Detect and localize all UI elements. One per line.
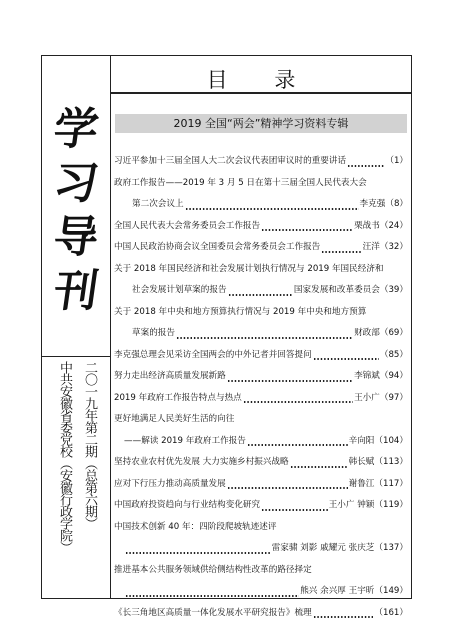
toc-entry-page: （8） <box>385 199 408 209</box>
toc-entry-title: 中国人民政治协商会议全国委员会常务委员会工作报告 <box>114 242 321 252</box>
masthead-divider <box>42 356 111 357</box>
toc-entry-author: 熊兴 余兴厚 王宇昕 <box>300 586 375 596</box>
toc-entry-page: （137） <box>374 543 408 553</box>
dot-leader <box>290 466 348 468</box>
toc-entry-page: （94） <box>379 371 408 381</box>
journal-title-char: 刊 <box>50 266 102 317</box>
toc-entry-author: 财政部 <box>354 328 380 338</box>
journal-title <box>46 106 106 316</box>
toc-entry-author: 国家发展和改革委员会 <box>293 285 380 295</box>
toc-entry[interactable] <box>114 345 408 367</box>
dot-leader <box>313 358 379 360</box>
dot-leader <box>185 208 359 210</box>
dot-leader <box>313 616 374 618</box>
toc-entry-author: 李锦斌 <box>354 371 380 381</box>
toc-entry-page: （24） <box>379 220 408 231</box>
toc-entry-title: 应对下行压力推动高质量发展 <box>114 478 226 489</box>
toc-entry[interactable] <box>114 388 408 410</box>
journal-masthead <box>42 56 111 598</box>
toc-entry-title: 第二次会议上 <box>132 199 184 209</box>
toc-entry[interactable] <box>114 323 408 345</box>
toc-entry-page: （1） <box>385 156 408 166</box>
toc-entry[interactable] <box>114 302 408 324</box>
toc-entry-title: 中国政府投资趋向与行业结构变化研究 <box>114 500 261 510</box>
toc-entry-page: （117） <box>374 478 408 489</box>
toc-entry-page: （32） <box>379 242 408 252</box>
toc-entry[interactable] <box>114 603 408 625</box>
dot-leader <box>228 294 293 296</box>
toc-entry[interactable] <box>114 151 408 173</box>
toc-entry-author: 雷家骕 刘影 戚耀元 张庆芝 <box>271 543 375 553</box>
toc-entry-title: ——解读 2019 年政府工作报告 <box>124 435 246 446</box>
dot-leader <box>227 380 353 382</box>
toc-entry-title: 全国人民代表大会常务委员会工作报告 <box>114 220 261 231</box>
toc-entry-title: 社会发展计划草案的报告 <box>132 285 227 295</box>
section-banner: 2019 全国“两会”精神学习资料专辑 <box>115 114 407 133</box>
toc-panel <box>111 56 411 618</box>
publisher-name: 中共安徽省委党校（安徽行政学院） <box>57 361 72 553</box>
toc-entry[interactable] <box>114 237 408 259</box>
dot-leader <box>347 165 384 167</box>
title-rule <box>111 92 411 94</box>
toc-entries <box>114 151 408 624</box>
toc-entry[interactable] <box>114 409 408 431</box>
toc-entry-author: 辛向阳 <box>348 435 375 446</box>
toc-entry-title: 更好地满足人民美好生活的向往 <box>114 414 235 424</box>
toc-entry[interactable] <box>114 560 408 582</box>
toc-entry[interactable] <box>114 216 408 238</box>
dot-leader <box>125 552 271 554</box>
toc-entry[interactable] <box>114 474 408 496</box>
toc-entry-author: 栗战书 <box>354 220 380 231</box>
issue-number: 二〇一九年第二期（总第六期） <box>82 361 97 529</box>
toc-entry-page: （113） <box>374 457 408 467</box>
dot-leader <box>321 251 361 253</box>
toc-entry-page: （39） <box>379 285 408 295</box>
toc-entry[interactable] <box>114 431 408 453</box>
toc-entry-title: 中国技术创新 40 年：四阶段爬坡轨迹述评 <box>114 521 277 532</box>
toc-entry-author: 汪洋 <box>362 242 380 252</box>
toc-entry-author: 李克强 <box>359 199 386 209</box>
toc-entry-author: 韩长赋 <box>348 457 375 467</box>
toc-entry-title: 关于 2018 年国民经济和社会发展计划执行情况与 2019 年国民经济和 <box>114 263 384 274</box>
toc-entry-page: （104） <box>374 435 408 446</box>
toc-entry-title: 坚持农业农村优先发展 大力实施乡村振兴战略 <box>114 457 289 467</box>
toc-entry[interactable] <box>114 173 408 195</box>
journal-title-char: 导 <box>50 212 102 263</box>
toc-entry-title: 习近平参加十三届全国人大二次会议代表团审议时的重要讲话 <box>114 156 347 166</box>
toc-entry-title: 推进基本公共服务领域供给侧结构性改革的路径择定 <box>114 564 312 575</box>
toc-entry[interactable] <box>114 366 408 388</box>
dot-leader <box>247 444 348 446</box>
toc-entry[interactable] <box>114 495 408 517</box>
toc-entry-author: 王小广 钟颖 <box>328 500 375 510</box>
toc-title: 目 录 <box>206 68 316 92</box>
toc-entry[interactable] <box>114 538 408 560</box>
toc-entry-title: 李克强总理会见采访全国两会的中外记者并回答提问 <box>114 349 312 360</box>
toc-entry-title: 《长三角地区高质量一体化发展水平研究报告》梳理 <box>114 607 312 618</box>
toc-entry[interactable] <box>114 517 408 539</box>
dot-leader <box>176 337 353 339</box>
toc-entry-author: 王小广 <box>354 392 380 403</box>
dot-leader <box>227 487 348 489</box>
journal-title-char: 学 <box>50 104 102 155</box>
toc-entry-page: （69） <box>379 328 408 338</box>
toc-entry[interactable] <box>114 194 408 216</box>
toc-entry[interactable] <box>114 452 408 474</box>
toc-entry-title: 政府工作报告——2019 年 3 月 5 日在第十三届全国人民代表大会 <box>114 177 367 188</box>
toc-entry-title: 关于 2018 年中央和地方预算执行情况与 2019 年中央和地方预算 <box>114 306 367 317</box>
toc-entry[interactable] <box>114 259 408 281</box>
toc-entry-page: （85） <box>379 349 408 360</box>
toc-entry-page: （97） <box>379 392 408 403</box>
page-frame <box>41 55 412 618</box>
dot-leader <box>125 595 299 597</box>
toc-entry[interactable] <box>114 581 408 603</box>
journal-title-char: 习 <box>50 158 102 209</box>
toc-entry-title: 草案的报告 <box>132 328 175 338</box>
dot-leader <box>261 509 328 511</box>
toc-entry[interactable] <box>114 280 408 302</box>
dot-leader <box>261 229 353 231</box>
toc-entry-author: 谢鲁江 <box>348 478 375 489</box>
dot-leader <box>243 401 353 403</box>
toc-entry-page: （119） <box>374 500 408 510</box>
toc-entry-page: （161） <box>374 607 408 618</box>
toc-entry-title: 努力走出经济高质量发展新路 <box>114 371 226 381</box>
toc-entry-title: 2019 年政府工作报告特点与热点 <box>114 392 242 403</box>
toc-entry-page: （149） <box>374 586 408 596</box>
